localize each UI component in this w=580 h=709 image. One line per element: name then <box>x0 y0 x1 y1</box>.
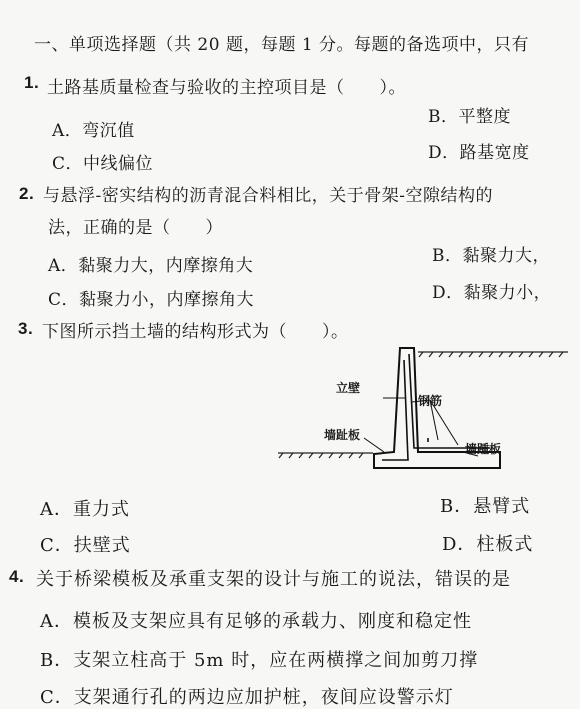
label-heel: 墙踵板 <box>465 442 502 456</box>
question-4-option-b: B．支架立柱高于 5m 时，应在两横撑之间加剪刀撑 <box>40 650 479 671</box>
backfill-ground-line <box>418 352 568 357</box>
question-3-option-b: B．悬臂式 <box>440 496 531 517</box>
question-3-option-a: A．重力式 <box>40 499 130 520</box>
question-2-option-c: C．黏聚力小，内摩擦角大 <box>48 290 255 310</box>
label-rebar: 钢筋 <box>418 394 443 408</box>
question-1-option-b: B．平整度 <box>428 107 511 127</box>
question-2-option-b: B．黏聚力大， <box>432 246 550 266</box>
question-3-number: 3. <box>18 319 34 338</box>
question-4-stem: 关于桥梁模板及承重支架的设计与施工的说法，错误的是 <box>36 569 511 590</box>
question-1-stem: 土路基质量检查与验收的主控项目是（ ）。 <box>47 78 406 98</box>
question-2-stem: 与悬浮-密实结构的沥青混合料相比，关于骨架-空隙结构的 <box>43 186 493 206</box>
question-4-option-a: A．模板及支架应具有足够的承载力、刚度和稳定性 <box>40 611 472 632</box>
question-2-option-a: A．黏聚力大，内摩擦角大 <box>48 256 254 276</box>
question-2-stem-line2: 法，正确的是（ ） <box>48 218 223 238</box>
label-wall: 立壁 <box>336 381 361 395</box>
retaining-wall-figure <box>278 340 568 480</box>
question-1-number: 1. <box>24 73 40 92</box>
question-4-number: 4. <box>9 567 25 586</box>
question-1-option-d: D．路基宽度 <box>428 143 530 163</box>
question-3-option-d: D．柱板式 <box>442 534 534 555</box>
question-2-number: 2. <box>19 184 35 203</box>
section-title: 一、单项选择题（共 20 题，每题 1 分。每题的备选项中，只有 <box>34 35 530 55</box>
question-2-option-d: D．黏聚力小， <box>432 283 552 303</box>
question-1-option-a: A．弯沉值 <box>52 121 135 141</box>
question-3-stem: 下图所示挡土墙的结构形式为（ ）。 <box>42 322 349 342</box>
front-ground-line <box>278 453 373 458</box>
question-4-option-c: C．支架通行孔的两边应加护桩，夜间应设警示灯 <box>40 687 454 708</box>
retaining-wall-drawing <box>278 340 568 480</box>
question-1-option-c: C．中线偏位 <box>52 154 154 174</box>
label-toe: 墙趾板 <box>324 428 361 442</box>
question-3-option-c: C．扶壁式 <box>40 535 131 556</box>
